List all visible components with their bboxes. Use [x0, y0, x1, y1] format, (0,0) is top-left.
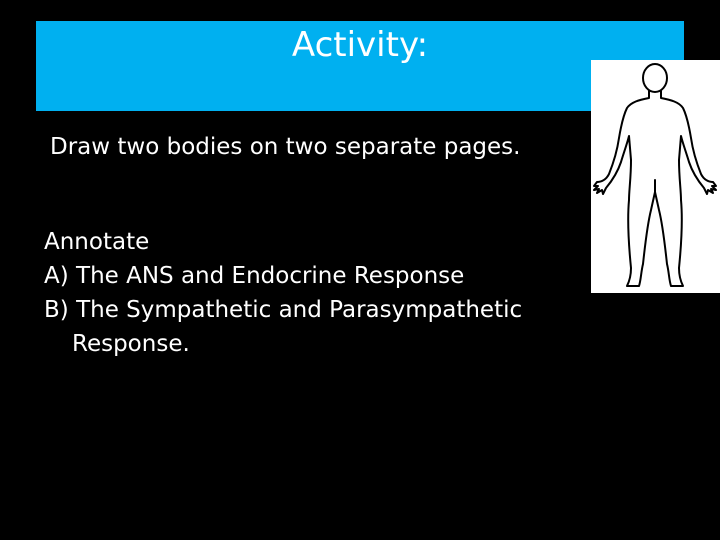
- body-line-a: A) The ANS and Endocrine Response: [44, 263, 465, 289]
- human-body-outline-icon: [591, 60, 720, 293]
- slide-title: Activity:: [291, 25, 429, 65]
- slide-body: [44, 225, 604, 361]
- slide-subtitle: Draw two bodies on two separate pages.: [50, 134, 521, 160]
- body-line-annotate: Annotate: [44, 229, 150, 255]
- body-line-b-continued: Response.: [72, 331, 190, 357]
- body-line-b: B) The Sympathetic and Parasympathetic: [44, 297, 523, 323]
- body-figure-image: [591, 60, 720, 293]
